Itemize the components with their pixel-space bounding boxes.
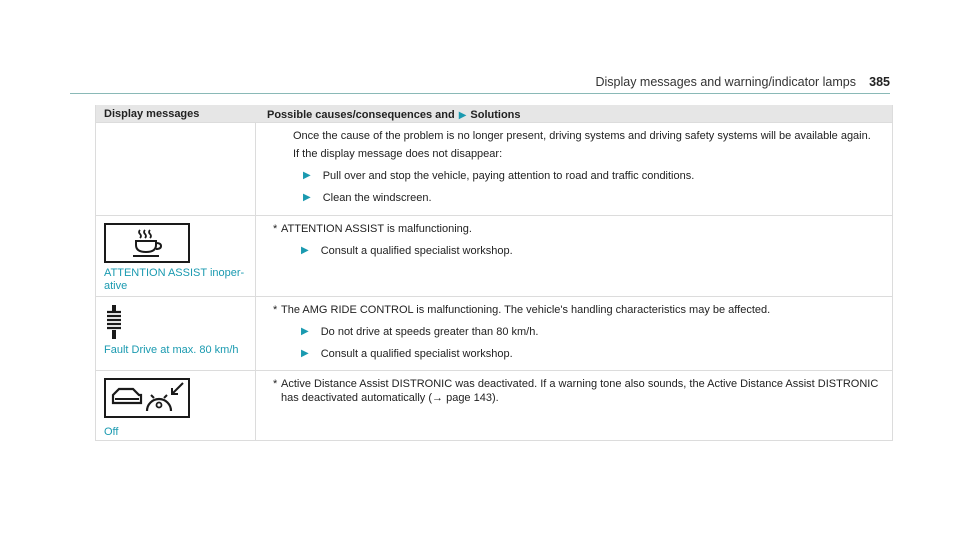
coffee-cup-icon <box>104 223 190 263</box>
step-text: Clean the windscreen. <box>322 192 432 204</box>
solution-arrow-icon: ▶ <box>458 109 467 121</box>
step-arrow-icon: ▶ <box>301 348 309 359</box>
column-header-causes: Possible causes/consequences and <box>267 109 455 121</box>
solution-cell <box>256 123 892 215</box>
solution-step <box>301 325 880 339</box>
solution-cell <box>256 297 892 370</box>
step-text: Consult a qualified specialist workshop. <box>320 348 513 360</box>
solution-cell <box>256 216 892 296</box>
table-row <box>96 370 892 440</box>
message-cell <box>96 371 256 440</box>
message-label: Fault Drive at max. 80 km/h <box>104 344 239 356</box>
column-header-solutions: Solutions <box>470 109 521 121</box>
step-text: Pull over and stop the vehicle, paying attention to road and traffic conditions. <box>322 170 695 182</box>
step-arrow-icon: ▶ <box>303 170 311 181</box>
cause-text: * ATTENTION ASSIST is malfunctioning. <box>273 223 472 235</box>
table-row <box>96 215 892 296</box>
step-text: Do not drive at speeds greater than 80 km/h. <box>320 326 539 338</box>
solution-cell <box>256 371 892 440</box>
header-rule <box>70 93 890 94</box>
table-row <box>96 296 892 370</box>
page-number: 385 <box>869 75 890 89</box>
column-header-display-messages: Display messages <box>104 108 200 120</box>
message-cell <box>96 123 256 215</box>
step-arrow-icon: ▶ <box>303 192 311 203</box>
cause-text: If the display message does not disappear: <box>293 148 503 160</box>
suspension-spring-icon <box>104 304 247 340</box>
solution-step <box>303 169 880 183</box>
solution-step <box>303 191 880 205</box>
page-header <box>0 72 960 92</box>
availability-star: * <box>273 223 278 235</box>
solution-step <box>301 347 880 361</box>
cause-text: * The AMG RIDE CONTROL is malfunctioning. The vehicle's handling characteristics may be affected. <box>273 304 771 316</box>
availability-star: * <box>273 304 278 316</box>
column-header-causes-solutions <box>256 105 892 122</box>
step-text: Consult a qualified specialist workshop. <box>320 245 513 257</box>
cause-text: Once the cause of the problem is no longer present, driving systems and driving safety systems will be available again. <box>293 130 871 142</box>
distronic-icon <box>104 378 190 418</box>
message-label: Off <box>104 426 119 438</box>
step-arrow-icon: ▶ <box>301 326 309 337</box>
cause-text: * Active Distance Assist DISTRONIC was deactivated. If a warning tone also sounds, the Active Distance Assist DISTRONIC has deactivated automatically (→ page 143). <box>273 378 879 404</box>
display-messages-table <box>95 105 893 441</box>
message-cell <box>96 216 256 296</box>
table-row <box>96 122 892 215</box>
solution-step <box>301 244 880 258</box>
message-label: ATTENTION ASSIST inoper-ative <box>104 267 245 292</box>
message-cell <box>96 297 256 370</box>
availability-star: * <box>273 378 278 390</box>
table-header <box>96 105 892 122</box>
running-header-title: Display messages and warning/indicator lamps <box>595 75 856 89</box>
step-arrow-icon: ▶ <box>301 245 309 256</box>
